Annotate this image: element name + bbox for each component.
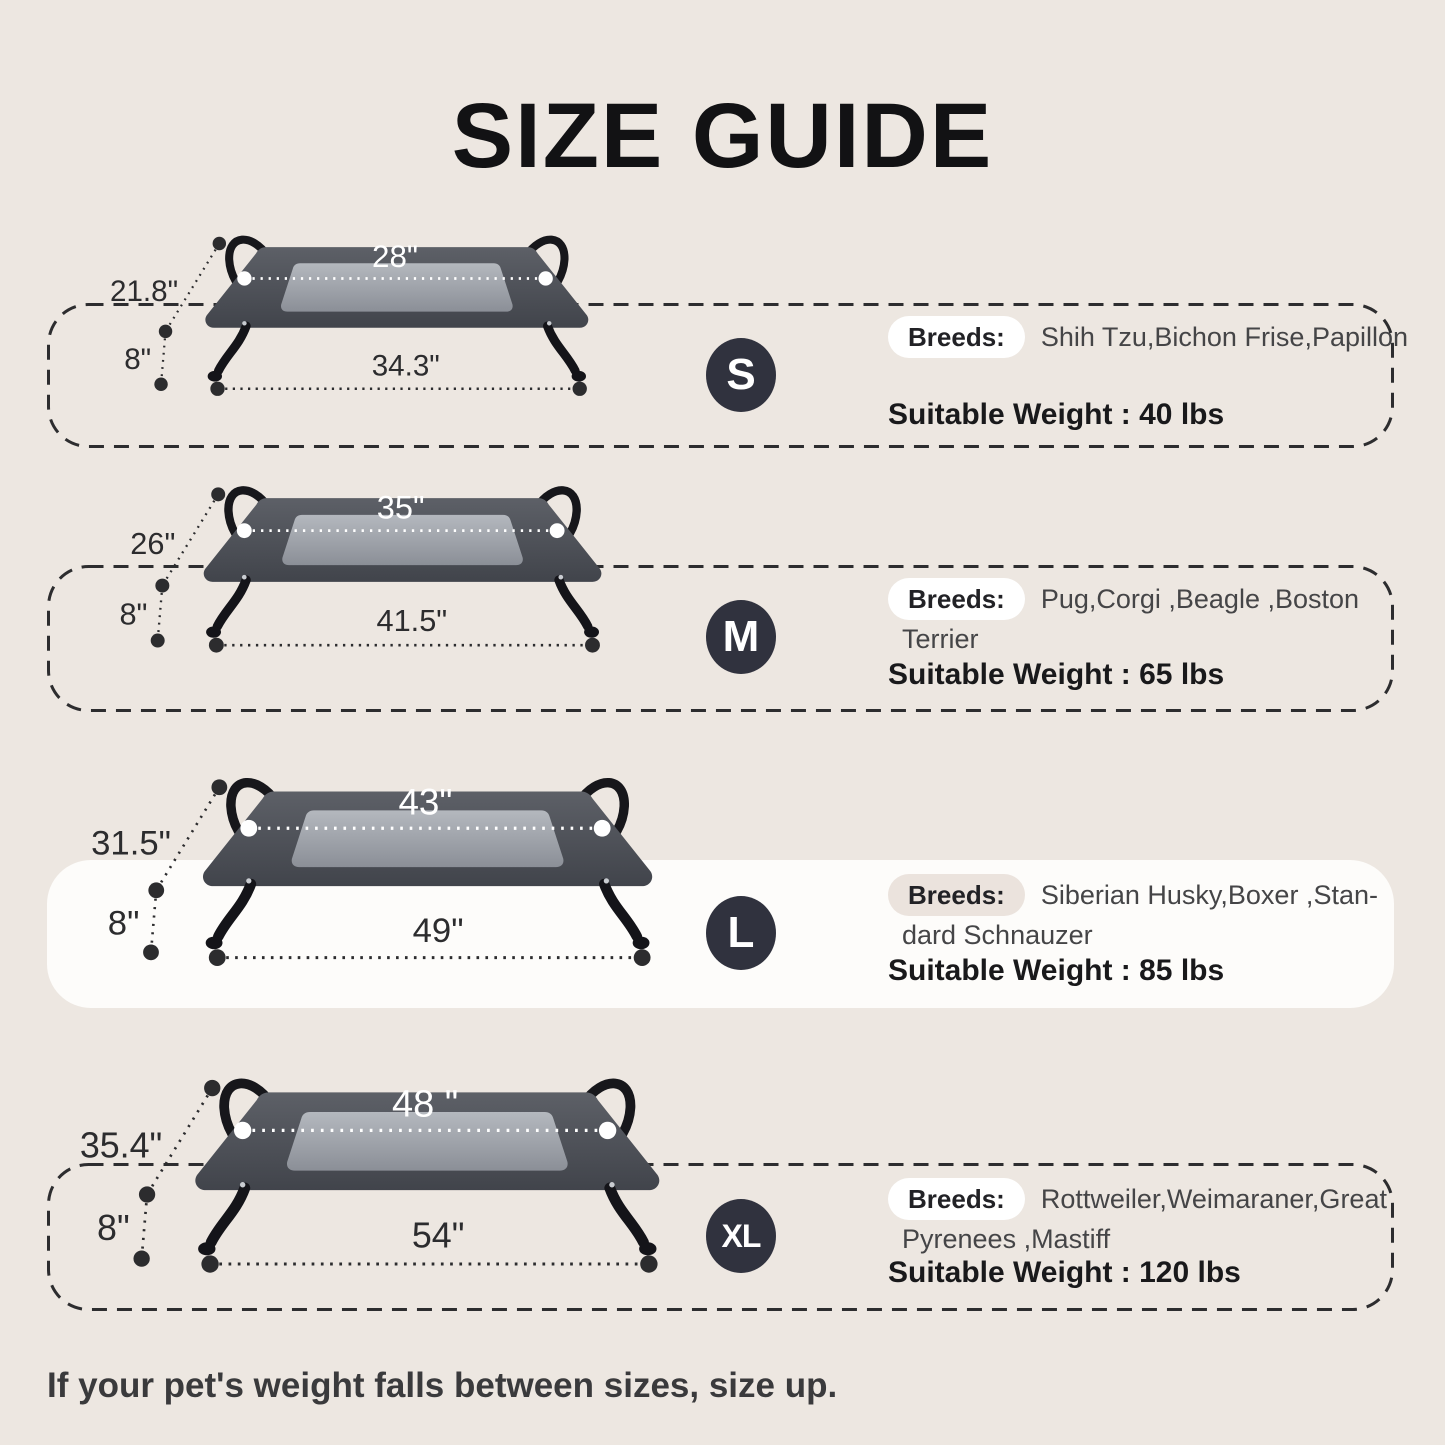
size-badge-s xyxy=(706,338,776,412)
screw xyxy=(242,321,246,325)
dim-bottom-line xyxy=(201,1216,657,1273)
breeds-row-xl xyxy=(888,1178,1393,1220)
dim-height-label: 8" xyxy=(119,596,148,632)
dim-dot xyxy=(159,325,172,338)
dim-bottom-label: 34.3" xyxy=(371,349,440,383)
breeds-row-m xyxy=(888,578,1393,620)
breeds-value: Rottweiler,Weimaraner,Great xyxy=(1040,1184,1387,1214)
bed-foot xyxy=(206,937,223,950)
dog-bed-illustration-xl xyxy=(58,1062,688,1285)
dim-dot xyxy=(213,237,226,250)
dim-height-label: 8" xyxy=(124,343,152,377)
dim-top-label: 43" xyxy=(398,781,453,823)
dim-dot xyxy=(151,634,165,648)
suitable-weight-m: Suitable Weight : 65 lbs xyxy=(888,658,1225,691)
page-title: SIZE GUIDE xyxy=(451,85,994,187)
dim-depth-label: 26" xyxy=(130,525,176,561)
dim-depth-label: 31.5" xyxy=(91,824,171,863)
dim-dot xyxy=(204,1080,220,1096)
breeds-value: Siberian Husky,Boxer ,Stan- xyxy=(1040,880,1378,910)
dim-bottom-line xyxy=(209,603,600,652)
dim-dot xyxy=(133,1250,149,1266)
screw xyxy=(609,1182,614,1187)
suitable-weight-l: Suitable Weight : 85 lbs xyxy=(888,954,1225,987)
suitable-weight-xl: Suitable Weight : 120 lbs xyxy=(888,1256,1241,1289)
breeds-value-line2: Terrier xyxy=(902,624,979,654)
dim-height-label: 8" xyxy=(97,1208,130,1249)
screw xyxy=(242,575,247,580)
screw xyxy=(547,321,551,325)
bed-foot xyxy=(584,627,599,638)
dim-top-label: 35" xyxy=(376,489,425,526)
dim-bottom-label: 54" xyxy=(411,1215,465,1256)
breeds-row-s xyxy=(888,316,1409,358)
size-badge-m xyxy=(706,600,776,674)
dim-dot xyxy=(211,779,227,795)
bed-foot xyxy=(639,1242,656,1255)
size-badge-label: M xyxy=(722,612,760,661)
bed-foot xyxy=(206,627,221,638)
screw xyxy=(604,878,609,883)
size-badge-label: L xyxy=(727,908,755,957)
dim-top-label: 48 " xyxy=(391,1083,459,1126)
bed-foot xyxy=(208,371,222,382)
dim-dot xyxy=(148,882,164,898)
breeds-label-pill: Breeds: xyxy=(888,578,1025,620)
breeds-row-l xyxy=(888,874,1393,916)
breeds-label-pill: Breeds: xyxy=(888,316,1025,358)
dim-bottom-line xyxy=(209,912,651,966)
dim-dot xyxy=(143,944,159,960)
dim-dot xyxy=(139,1186,155,1202)
size-badge-l xyxy=(706,896,776,970)
breeds-label-pill: Breeds: xyxy=(888,874,1025,916)
screw xyxy=(558,575,563,580)
dim-bottom-label: 41.5" xyxy=(376,603,448,639)
screw xyxy=(240,1182,245,1187)
bed-foot xyxy=(572,371,586,382)
dim-bottom-line xyxy=(210,349,587,396)
suitable-weight-s: Suitable Weight : 40 lbs xyxy=(888,398,1225,431)
size-badge-label: S xyxy=(726,350,756,399)
dim-height-label: 8" xyxy=(107,904,140,943)
dim-dot xyxy=(211,487,225,501)
screw xyxy=(246,878,251,883)
breeds-value-line2: dard Schnauzer xyxy=(902,920,1093,950)
breeds-label-pill: Breeds: xyxy=(888,1178,1025,1220)
dim-depth-label: 21.8" xyxy=(110,274,179,308)
breeds-value: Shih Tzu,Bichon Frise,Papillon xyxy=(1040,322,1409,352)
breeds-value: Pug,Corgi ,Beagle ,Boston xyxy=(1040,584,1360,614)
dim-dot xyxy=(154,378,167,391)
dog-bed-illustration-m xyxy=(86,472,626,663)
bed-foot xyxy=(633,937,650,950)
dim-top-label: 28" xyxy=(372,238,419,274)
size-badge-xl xyxy=(706,1199,776,1273)
dog-bed-illustration-s xyxy=(92,222,612,406)
dim-bottom-label: 49" xyxy=(412,911,464,950)
breeds-value-line2: Pyrenees ,Mastiff xyxy=(902,1224,1111,1254)
bed-foot xyxy=(198,1242,215,1255)
size-badge-label: XL xyxy=(721,1217,761,1254)
dog-bed-illustration-l xyxy=(70,762,680,978)
dim-depth-label: 35.4" xyxy=(79,1125,163,1166)
sizing-note: If your pet's weight falls between sizes, size up. xyxy=(47,1366,838,1405)
dim-dot xyxy=(155,579,169,593)
